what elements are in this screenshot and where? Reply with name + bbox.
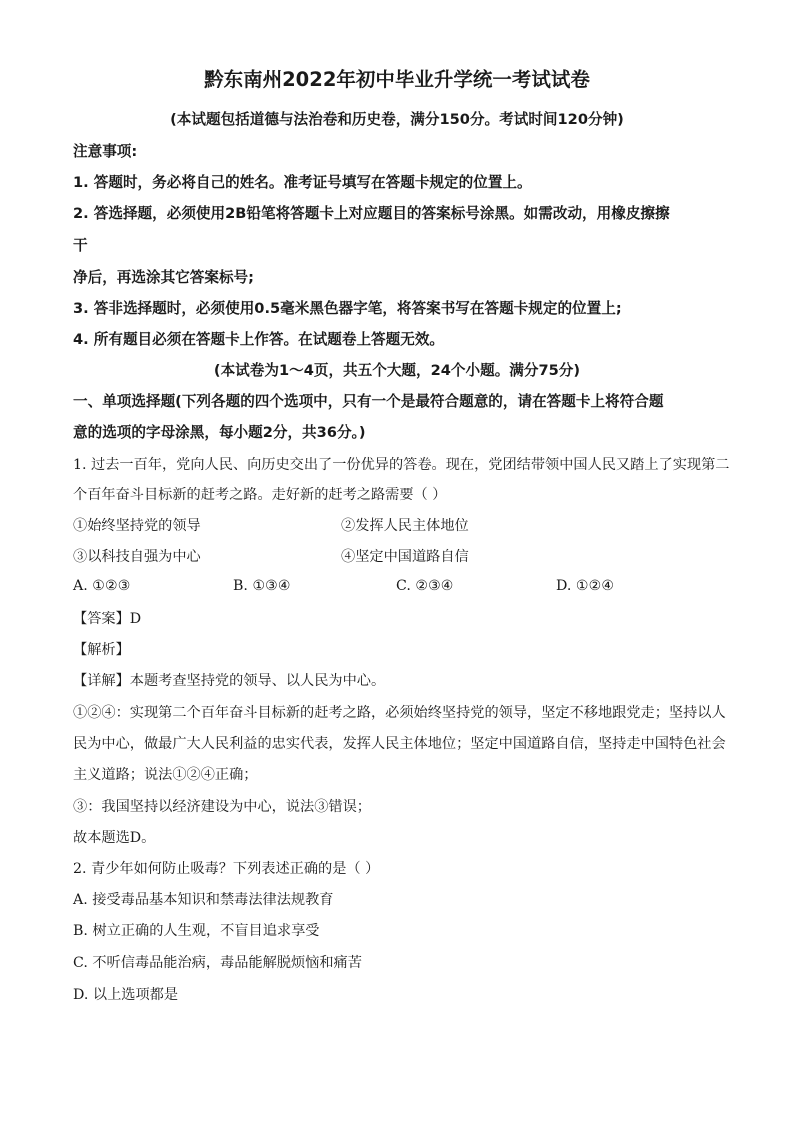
question-1-explanation-1: ①②④：实现第二个百年奋斗目标新的赶考之路，必须始终坚持党的领导，坚定不移地跟党走；坚持以人 (73, 705, 726, 721)
question-1-detail: 【详解】本题考查坚持党的领导、以人民为中心。 (73, 673, 386, 689)
question-1-statement-2: ②发挥人民主体地位 (341, 518, 469, 534)
question-2-option-c: C. 不听信毒品能治病，毒品能解脱烦恼和痛苦 (73, 955, 362, 971)
question-1-statement-3: ③以科技自强为中心 (73, 549, 201, 565)
question-1-explanation-4: ③：我国坚持以经济建设为中心，说法③错误； (73, 799, 371, 815)
question-1-explanation-2: 民为中心，做最广大人民利益的忠实代表，发挥人民主体地位；坚定中国道路自信，坚持走中国特色社会 (73, 736, 726, 752)
question-1-option-b: B. ①③④ (233, 578, 291, 594)
section-heading: 一、单项选择题(下列各题的四个选项中，只有一个是最符合题意的，请在答题卡上将符合题 (73, 393, 664, 410)
notice-item-1: 1. 答题时，务必将自己的姓名。准考证号填写在答题卡规定的位置上。 (73, 174, 532, 191)
notice-item-2-cont: 干 (73, 237, 88, 254)
paper-info: (本试卷为1～4页，共五个大题，24个小题。满分75分) (213, 362, 581, 379)
question-1-conclusion: 故本题选D。 (73, 830, 156, 846)
question-2-option-b: B. 树立正确的人生观，不盲目追求享受 (73, 923, 320, 939)
question-1-answer: 【答案】D (73, 611, 142, 627)
question-1-analysis-label: 【解析】 (73, 642, 130, 658)
question-1-option-c: C. ②③④ (396, 578, 454, 594)
exam-subtitle: (本试题包括道德与法治卷和历史卷，满分150分。考试时间120分钟) (170, 111, 624, 128)
notice-item-3: 3. 答非选择题时，必须使用0.5毫米黑色器字笔，将答案书写在答题卡规定的位置上; (73, 300, 622, 317)
exam-title: 黔东南州2022年初中毕业升学统一考试试卷 (204, 68, 590, 91)
question-1-option-a: A. ①②③ (73, 578, 131, 594)
question-1-stem: 1. 过去一百年，党向人民、向历史交出了一份优异的答卷。现在，党团结带领中国人民又踏上了实现第二 (73, 457, 730, 473)
question-1-statement-4: ④坚定中国道路自信 (341, 549, 469, 565)
section-heading-cont: 意的选项的字母涂黑，每小题2分，共36分。) (73, 424, 366, 441)
question-1-explanation-3: 主义道路；说法①②④正确； (73, 767, 258, 783)
question-1-statement-1: ①始终坚持党的领导 (73, 518, 201, 534)
notice-heading: 注意事项: (73, 143, 138, 160)
notice-item-2-cont2: 净后，再选涂其它答案标号; (73, 269, 254, 286)
question-2-option-d: D. 以上选项都是 (73, 987, 179, 1003)
question-2-option-a: A. 接受毒品基本知识和禁毒法律法规教育 (73, 892, 334, 908)
notice-item-4: 4. 所有题目必须在答题卡上作答。在试题卷上答题无效。 (73, 331, 445, 348)
question-2-stem: 2. 青少年如何防止吸毒？下列表述正确的是（ ） (73, 861, 380, 877)
question-1-stem-cont: 个百年奋斗目标新的赶考之路。走好新的赶考之路需要（ ） (73, 487, 447, 503)
notice-item-2: 2. 答选择题，必须使用2B铅笔将答题卡上对应题目的答案标号涂黑。如需改动，用橡皮擦擦 (73, 205, 670, 222)
question-1-option-d: D. ①②④ (556, 578, 615, 594)
